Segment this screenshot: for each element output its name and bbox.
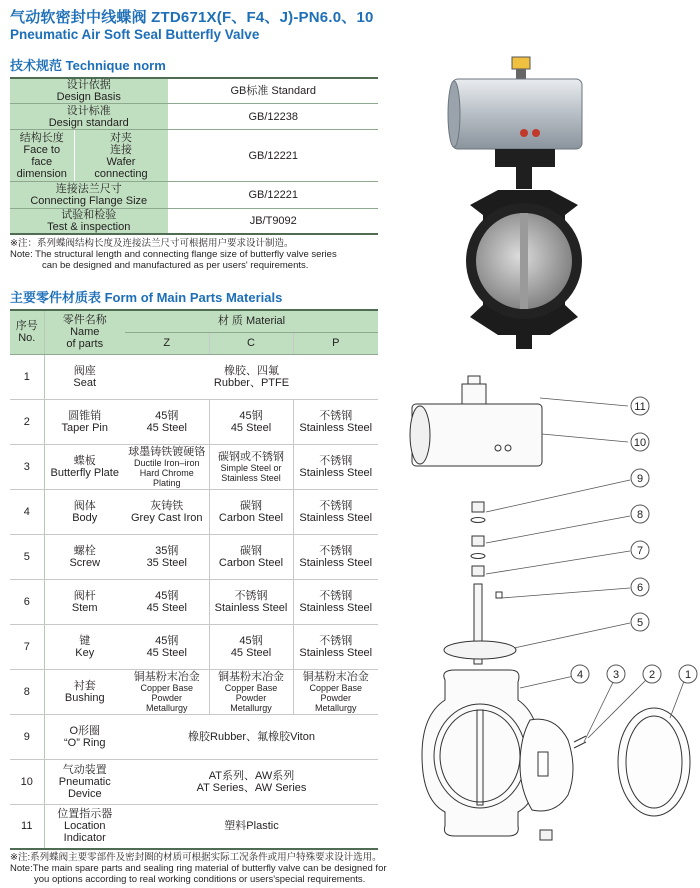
technique-label: 设计标准 Design standard [10, 104, 168, 130]
svg-text:5: 5 [636, 617, 644, 629]
row-material-p: 铜基粉末冶金 Copper Base Powder Metallurgy [293, 669, 378, 714]
row-material-z: 45钢 45 Steel [125, 579, 209, 624]
technique-row [10, 78, 378, 104]
technique-row [10, 209, 378, 235]
technique-label: 试验和检验 Test & inspection [10, 209, 168, 235]
callout-6 [631, 578, 649, 596]
row-no: 8 [10, 669, 44, 714]
callout-10 [631, 433, 649, 451]
callout-3 [607, 665, 625, 683]
row-material-z: 45钢 45 Steel [125, 399, 209, 444]
callout-1 [679, 665, 697, 683]
row-name: 衬套 Bushing [44, 669, 125, 714]
row-material-z: 铜基粉末冶金 Copper Base Powder Metallurgy [125, 669, 209, 714]
materials-section-title: 主要零件材质表 Form of Main Parts Materials [10, 290, 283, 305]
callout-11 [631, 397, 649, 415]
technique-value: JB/T9092 [168, 209, 378, 235]
table-row [10, 354, 378, 399]
technique-section-title: 技术规范 Technique norm [10, 58, 166, 73]
row-material-z: 45钢 45 Steel [125, 624, 209, 669]
row-material-c: 碳钢或不锈钢 Simple Steel or Stainless Steel [209, 444, 293, 489]
seat-drawing [618, 708, 690, 816]
svg-text:7: 7 [636, 545, 644, 557]
row-name: 螺栓 Screw [44, 534, 125, 579]
row-name: 位置指示器 Location Indicator [44, 804, 125, 849]
row-material-z: 35钢 35 Steel [125, 534, 209, 579]
technique-sublabel: 对夹 连接 Wafer connecting [74, 130, 168, 182]
row-material-p: 不锈钢 Stainless Steel [293, 624, 378, 669]
key-drawing [496, 592, 502, 598]
part-8-drawing [472, 536, 484, 546]
table-row [10, 669, 378, 714]
header-col-c: C [209, 332, 293, 354]
row-no: 3 [10, 444, 44, 489]
row-name: 键 Key [44, 624, 125, 669]
callout-4 [571, 665, 589, 683]
page-title-en: Pneumatic Air Soft Seal Butterfly Valve [10, 27, 260, 42]
row-name: 气动装置 Pneumatic Device [44, 759, 125, 804]
row-material-c: 不锈钢 Stainless Steel [209, 579, 293, 624]
row-no: 6 [10, 579, 44, 624]
row-material-z: 灰铸铁 Grey Cast Iron [125, 489, 209, 534]
row-no: 2 [10, 399, 44, 444]
technique-row [10, 104, 378, 130]
row-no: 7 [10, 624, 44, 669]
part-7-drawing [472, 566, 484, 576]
svg-text:1: 1 [684, 669, 692, 681]
materials-note-en1: Note:The main spare parts and sealing ring material of butterfly valve can be designed for [10, 863, 387, 874]
row-material-c: 45钢 45 Steel [209, 624, 293, 669]
row-no: 1 [10, 354, 44, 399]
row-no: 10 [10, 759, 44, 804]
row-material-p: 不锈钢 Stainless Steel [293, 399, 378, 444]
row-name: 蝶板 Butterfly Plate [44, 444, 125, 489]
row-material-p: 不锈钢 Stainless Steel [293, 534, 378, 579]
materials-note-cn: ※注:系列蝶阀主要零部件及密封圈的材质可根据实际工况条件或用户特殊要求设计选用。 [10, 852, 382, 863]
materials-note-en2: you options according to real working conditions or users'special requirements. [34, 874, 366, 885]
row-no: 9 [10, 714, 44, 759]
header-col-z: Z [125, 332, 209, 354]
table-row [10, 804, 378, 849]
technique-label: 结构长度 Face to face dimension [10, 130, 74, 182]
row-no: 5 [10, 534, 44, 579]
table-row [10, 579, 378, 624]
technique-table [10, 77, 378, 235]
svg-text:3: 3 [612, 669, 620, 681]
technique-note-cn: ※注：系列蝶阀结构长度及连接法兰尺寸可根据用户要求设计制造。 [10, 238, 294, 249]
row-no: 4 [10, 489, 44, 534]
row-name: 圆锥销 Taper Pin [44, 399, 125, 444]
svg-text:6: 6 [636, 582, 644, 594]
row-material-c: 碳钢 Carbon Steel [209, 489, 293, 534]
row-material-p: 不锈钢 Stainless Steel [293, 444, 378, 489]
header-name: 零件名称 Name of parts [44, 310, 125, 354]
callout-2 [643, 665, 661, 683]
technique-note-en2: can be designed and manufactured as per users' requirements. [42, 260, 309, 271]
table-row [10, 399, 378, 444]
row-material-z: 球墨铸铁镀硬铬 Ductile Iron–iron Hard Chrome Plating [125, 444, 209, 489]
actuator-body [452, 79, 582, 149]
svg-text:2: 2 [648, 669, 656, 681]
exploded-diagram [400, 370, 700, 845]
svg-text:9: 9 [636, 473, 644, 485]
row-material-c: 铜基粉末冶金 Copper Base Powder Metallurgy [209, 669, 293, 714]
header-no: 序号 No. [10, 310, 44, 354]
part-9-drawing [472, 502, 484, 512]
callout-7 [631, 541, 649, 559]
technique-row [10, 130, 378, 182]
technique-value: GB/12238 [168, 104, 378, 130]
table-row [10, 444, 378, 489]
header-col-p: P [293, 332, 378, 354]
row-material-span: 塑料Plastic [125, 804, 378, 849]
svg-text:8: 8 [636, 509, 644, 521]
table-row [10, 489, 378, 534]
row-material-c: 碳钢 Carbon Steel [209, 534, 293, 579]
svg-text:11: 11 [634, 401, 646, 413]
materials-table [10, 309, 378, 850]
row-material-p: 不锈钢 Stainless Steel [293, 579, 378, 624]
row-no: 11 [10, 804, 44, 849]
svg-text:10: 10 [633, 437, 647, 449]
technique-note-en1: Note: The structural length and connecting flange size of butterfly valve series [10, 249, 337, 260]
svg-text:4: 4 [576, 669, 584, 681]
row-material-span: 橡胶Rubber、氟橡胶Viton [125, 714, 378, 759]
page-title-cn: 气动软密封中线蝶阀 ZTD671X(F、F4、J)-PN6.0、10 [10, 9, 374, 26]
callout-8 [631, 505, 649, 523]
materials-header-row [10, 310, 378, 332]
header-material: 材 质 Material [125, 310, 378, 332]
row-material-span: AT系列、AW系列 AT Series、AW Series [125, 759, 378, 804]
technique-label: 连接法兰尺寸 Connecting Flange Size [10, 182, 168, 209]
table-row [10, 714, 378, 759]
row-name: 阀体 Body [44, 489, 125, 534]
row-material-c: 45钢 45 Steel [209, 399, 293, 444]
table-row [10, 534, 378, 579]
row-material-p: 不锈钢 Stainless Steel [293, 489, 378, 534]
row-name: 阀杆 Stem [44, 579, 125, 624]
callout-5 [631, 613, 649, 631]
row-name: 阀座 Seat [44, 354, 125, 399]
callout-9 [631, 469, 649, 487]
table-row [10, 759, 378, 804]
valve-photo [440, 55, 590, 355]
actuator-drawing [412, 404, 542, 466]
technique-value: GB/12221 [168, 130, 378, 182]
table-row [10, 624, 378, 669]
technique-value: GB/12221 [168, 182, 378, 209]
indicator-cap [512, 57, 530, 69]
technique-row [10, 182, 378, 209]
row-material-span: 橡胶、四氟 Rubber、PTFE [125, 354, 378, 399]
row-name: O形圈 “O” Ring [44, 714, 125, 759]
technique-value: GB标准 Standard [168, 78, 378, 104]
butterfly-plate-drawing [520, 719, 573, 811]
technique-label: 设计依据 Design Basis [10, 78, 168, 104]
flange-plate-drawing [444, 641, 516, 659]
